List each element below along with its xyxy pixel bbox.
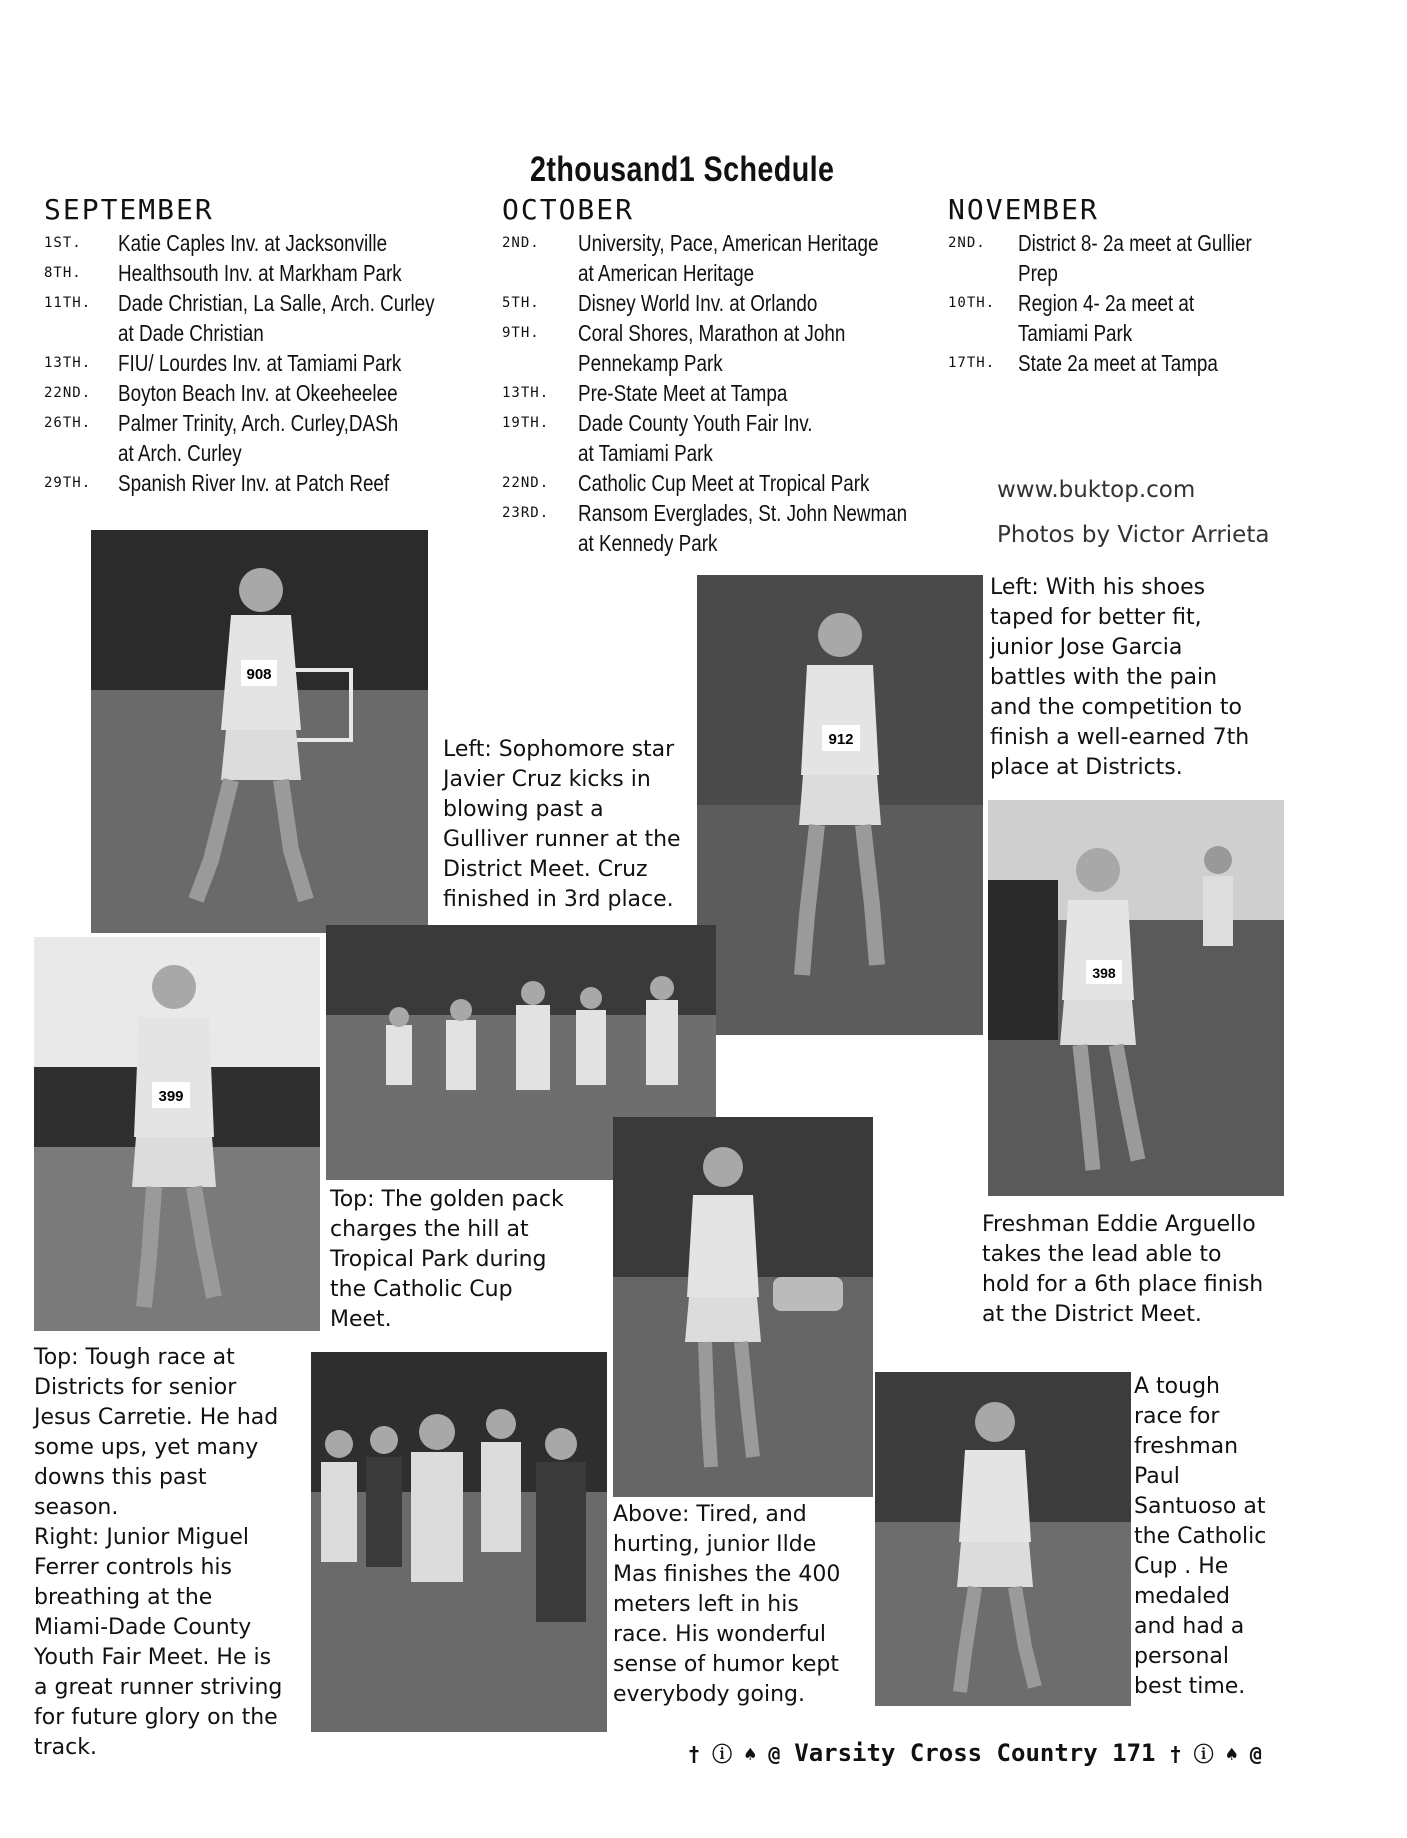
caption-line: Right: Junior Miguel xyxy=(34,1525,249,1550)
caption-carretie xyxy=(34,1343,282,1763)
caption-line: Tropical Park during xyxy=(330,1247,547,1272)
september-schedule xyxy=(44,228,504,498)
runner-figure-icon xyxy=(613,1117,873,1497)
caption-line: Meet. xyxy=(330,1307,392,1332)
caption-santuoso xyxy=(1134,1372,1266,1702)
caption-line: Paul xyxy=(1134,1464,1180,1489)
november-heading: NOVEMBER xyxy=(948,193,1099,226)
schedule-day xyxy=(502,438,578,468)
schedule-day: 2ND. xyxy=(948,235,986,251)
schedule-event: Tamiami Park xyxy=(1018,320,1133,346)
schedule-day: 11TH. xyxy=(44,295,92,311)
footer-title: Varsity Cross Country 171 xyxy=(794,1739,1156,1767)
caption-line: Gulliver runner at the xyxy=(443,827,681,852)
caption-line: Top: The golden pack xyxy=(330,1187,564,1212)
november-schedule xyxy=(948,228,1303,378)
schedule-event: at Dade Christian xyxy=(118,320,264,346)
schedule-row xyxy=(502,228,979,258)
caption-mas xyxy=(613,1500,840,1710)
caption-line: meters left in his xyxy=(613,1592,799,1617)
caption-line: charges the hill at xyxy=(330,1217,529,1242)
runner-figure-icon xyxy=(697,575,983,1035)
caption-line: Top: Tough race at xyxy=(34,1345,235,1370)
caption-line: hurting, junior Ilde xyxy=(613,1532,817,1557)
caption-line: sense of humor kept xyxy=(613,1652,840,1677)
bib-number: 398 xyxy=(1092,965,1116,981)
caption-line: and the competition to xyxy=(990,695,1242,720)
schedule-row xyxy=(948,288,1303,318)
schedule-event: FIU/ Lourdes Inv. at Tamiami Park xyxy=(118,350,402,376)
caption-line: breathing at the xyxy=(34,1585,213,1610)
schedule-event: District 8- 2a meet at Gullier xyxy=(1018,230,1252,256)
caption-line: Mas finishes the 400 xyxy=(613,1562,841,1587)
photo-garcia xyxy=(697,575,983,1035)
runner-figure-icon xyxy=(34,937,320,1331)
caption-line: finish a well-earned 7th xyxy=(990,725,1250,750)
caption-line: at the District Meet. xyxy=(982,1302,1202,1327)
schedule-row xyxy=(502,498,979,528)
runners-group-icon xyxy=(311,1352,607,1732)
schedule-row xyxy=(44,318,504,348)
photo-credit: Photos by Victor Arrieta xyxy=(997,522,1270,548)
caption-line: medaled xyxy=(1134,1584,1231,1609)
caption-line: Left: Sophomore star xyxy=(443,737,675,762)
schedule-day: 10TH. xyxy=(948,295,996,311)
schedule-day: 13TH. xyxy=(44,355,92,371)
schedule-event: at Kennedy Park xyxy=(578,530,718,556)
caption-line: blowing past a xyxy=(443,797,604,822)
caption-line: Jesus Carretie. He had xyxy=(34,1405,279,1430)
schedule-row xyxy=(948,348,1303,378)
photo-ferrer xyxy=(311,1352,607,1732)
caption-line: Youth Fair Meet. He is xyxy=(34,1645,272,1670)
october-schedule xyxy=(502,228,979,558)
caption-line: Miami-Dade County xyxy=(34,1615,252,1640)
schedule-event: Dade County Youth Fair Inv. xyxy=(578,410,813,436)
website-link[interactable]: www.buktop.com xyxy=(997,477,1196,503)
october-heading: OCTOBER xyxy=(502,193,635,226)
caption-line: takes the lead able to xyxy=(982,1242,1222,1267)
caption-arguello xyxy=(982,1210,1263,1330)
caption-line: and had a xyxy=(1134,1614,1245,1639)
schedule-row xyxy=(502,378,979,408)
schedule-row xyxy=(44,408,504,438)
caption-line: Freshman Eddie Arguello xyxy=(982,1212,1256,1237)
caption-line: some ups, yet many xyxy=(34,1435,259,1460)
schedule-row xyxy=(44,348,504,378)
runner-figure-icon xyxy=(875,1372,1131,1706)
photo-mas xyxy=(613,1117,873,1497)
bib-number: 912 xyxy=(828,731,854,748)
october-column xyxy=(502,193,979,558)
schedule-event: at Tamiami Park xyxy=(578,440,713,466)
september-heading: SEPTEMBER xyxy=(44,193,214,226)
schedule-event: Boyton Beach Inv. at Okeeheelee xyxy=(118,380,398,406)
schedule-row xyxy=(502,258,979,288)
schedule-row xyxy=(502,348,979,378)
schedule-row xyxy=(502,288,979,318)
schedule-row xyxy=(44,378,504,408)
schedule-row xyxy=(948,318,1303,348)
runner-figure-icon xyxy=(91,530,428,933)
schedule-day: 19TH. xyxy=(502,415,550,431)
schedule-event: Pre-State Meet at Tampa xyxy=(578,380,788,406)
schedule-day xyxy=(44,318,118,348)
schedule-day: 8TH. xyxy=(44,265,82,281)
schedule-row xyxy=(44,288,504,318)
caption-line: Cup . He xyxy=(1134,1554,1229,1579)
caption-garcia xyxy=(990,573,1249,783)
photo-santuoso xyxy=(875,1372,1131,1706)
footer-symbols-left: † ⓘ ♠ @ xyxy=(688,1742,781,1766)
caption-cruz xyxy=(443,735,681,915)
schedule-day xyxy=(502,348,578,378)
schedule-event: at Arch. Curley xyxy=(118,440,242,466)
schedule-row xyxy=(44,438,504,468)
schedule-event: Palmer Trinity, Arch. Curley,DASh xyxy=(118,410,399,436)
caption-pack xyxy=(330,1185,564,1335)
caption-line: Ferrer controls his xyxy=(34,1555,233,1580)
schedule-event: Dade Christian, La Salle, Arch. Curley xyxy=(118,290,435,316)
footer-symbols-right: † ⓘ ♠ @ xyxy=(1169,1742,1262,1766)
schedule-event: Region 4- 2a meet at xyxy=(1018,290,1195,316)
caption-line: taped for better fit, xyxy=(990,605,1202,630)
caption-line: Javier Cruz kicks in xyxy=(443,767,651,792)
caption-line: finished in 3rd place. xyxy=(443,887,674,912)
schedule-day: 5TH. xyxy=(502,295,540,311)
schedule-day: 1ST. xyxy=(44,235,82,251)
schedule-event: Katie Caples Inv. at Jacksonville xyxy=(118,230,388,256)
schedule-day: 22ND. xyxy=(44,385,92,401)
caption-line: District Meet. Cruz xyxy=(443,857,648,882)
schedule-row xyxy=(502,408,979,438)
schedule-day: 22ND. xyxy=(502,475,550,491)
schedule-event: Pennekamp Park xyxy=(578,350,723,376)
caption-line: freshman xyxy=(1134,1434,1239,1459)
caption-line: Above: Tired, and xyxy=(613,1502,807,1527)
schedule-row xyxy=(502,318,979,348)
page-footer xyxy=(688,1738,1262,1767)
schedule-day: 23RD. xyxy=(502,505,550,521)
photo-arguello xyxy=(988,800,1284,1196)
schedule-day xyxy=(502,258,578,288)
schedule-day: 26TH. xyxy=(44,415,92,431)
caption-line: Left: With his shoes xyxy=(990,575,1206,600)
schedule-event: Disney World Inv. at Orlando xyxy=(578,290,818,316)
caption-line: Districts for senior xyxy=(34,1375,237,1400)
caption-line: everybody going. xyxy=(613,1682,805,1707)
november-column xyxy=(948,193,1303,378)
schedule-event: Spanish River Inv. at Patch Reef xyxy=(118,470,390,496)
schedule-event: Ransom Everglades, St. John Newman xyxy=(578,500,908,526)
caption-line: Santuoso at xyxy=(1134,1494,1266,1519)
schedule-day: 2ND. xyxy=(502,235,540,251)
caption-line: downs this past xyxy=(34,1465,207,1490)
photo-cruz xyxy=(91,530,428,933)
schedule-event: Healthsouth Inv. at Markham Park xyxy=(118,260,402,286)
september-column xyxy=(44,193,504,498)
schedule-day: 13TH. xyxy=(502,385,550,401)
caption-line: battles with the pain xyxy=(990,665,1218,690)
schedule-event: Catholic Cup Meet at Tropical Park xyxy=(578,470,870,496)
caption-line: a great runner striving xyxy=(34,1675,283,1700)
caption-line: hold for a 6th place finish xyxy=(982,1272,1264,1297)
photo-carretie xyxy=(34,937,320,1331)
caption-line: race. His wonderful xyxy=(613,1622,826,1647)
caption-line: personal xyxy=(1134,1644,1230,1669)
caption-line: place at Districts. xyxy=(990,755,1183,780)
bib-number: 399 xyxy=(158,1088,184,1105)
schedule-row xyxy=(44,468,504,498)
caption-line: the Catholic xyxy=(1134,1524,1267,1549)
schedule-row xyxy=(44,228,504,258)
schedule-row xyxy=(948,258,1303,288)
schedule-day xyxy=(44,438,118,468)
schedule-event: Prep xyxy=(1018,260,1058,286)
schedule-day: 9TH. xyxy=(502,325,540,341)
caption-line: junior Jose Garcia xyxy=(990,635,1183,660)
schedule-event: at American Heritage xyxy=(578,260,755,286)
caption-line: the Catholic Cup xyxy=(330,1277,513,1302)
schedule-row xyxy=(502,468,979,498)
schedule-day: 29TH. xyxy=(44,475,92,491)
caption-line: A tough xyxy=(1134,1374,1220,1399)
schedule-day xyxy=(502,528,578,558)
schedule-day: 17TH. xyxy=(948,355,996,371)
caption-line: season. xyxy=(34,1495,119,1520)
schedule-event: State 2a meet at Tampa xyxy=(1018,350,1218,376)
schedule-event: University, Pace, American Heritage xyxy=(578,230,879,256)
page-title: 2thousand1 Schedule xyxy=(530,150,835,189)
schedule-row xyxy=(502,438,979,468)
schedule-event: Coral Shores, Marathon at John xyxy=(578,320,846,346)
caption-line: race for xyxy=(1134,1404,1220,1429)
schedule-day xyxy=(948,258,1018,288)
caption-line: best time. xyxy=(1134,1674,1246,1699)
schedule-row xyxy=(502,528,979,558)
bib-number: 908 xyxy=(246,666,272,683)
schedule-day xyxy=(948,318,1018,348)
caption-line: for future glory on the xyxy=(34,1705,278,1730)
runner-figure-icon xyxy=(988,800,1284,1196)
schedule-row xyxy=(44,258,504,288)
caption-line: track. xyxy=(34,1735,97,1760)
schedule-row xyxy=(948,228,1303,258)
